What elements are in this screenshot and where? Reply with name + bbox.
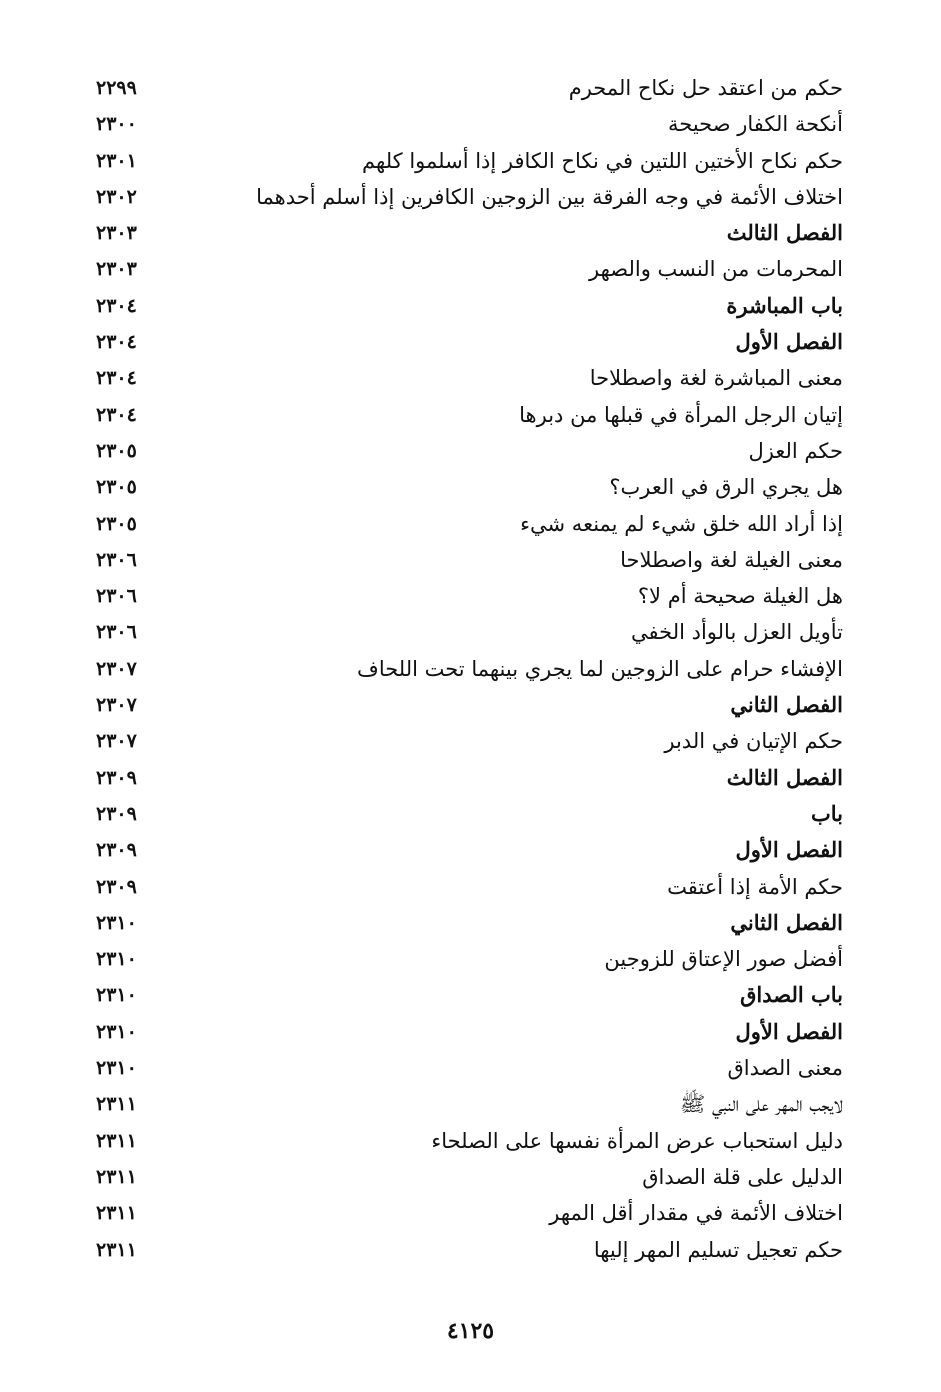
entry-title: إتيان الرجل المرأة في قبلها من دبرها: [519, 402, 843, 427]
entry-page-number: ٢٣٠٦: [96, 585, 137, 608]
entry-page-number: ٢٣١١: [96, 1129, 137, 1152]
entry-page-number: ٢٣٠٣: [96, 222, 137, 245]
entry-title: حكم تعجيل تسليم المهر إليها: [593, 1237, 843, 1262]
entry-page-number: ٢٣١١: [96, 1202, 137, 1225]
entry-page-number: ٢٣٠٩: [96, 875, 137, 898]
toc-entry: [0, 106, 941, 142]
toc-entry: [0, 905, 941, 941]
entry-page-number: ٢٣٠٠: [96, 113, 137, 136]
toc-entry: [0, 288, 941, 324]
toc-entry: [0, 796, 941, 832]
entry-page-number: ٢٣٠٧: [96, 694, 137, 717]
toc-entry: [0, 215, 941, 251]
entry-page-number: ٢٣١٠: [96, 948, 137, 971]
entry-page-number: ٢٣١٠: [96, 984, 137, 1007]
page-number-footer: ٤١٢٥: [446, 1318, 495, 1344]
entry-title: حكم نكاح الأختين اللتين في نكاح الكافر إذا أسلموا كلهم: [362, 148, 843, 173]
section-heading: الفصل الأول: [735, 837, 843, 863]
entry-title: حكم من اعتقد حل نكاح المحرم: [568, 76, 843, 100]
table-of-contents: [0, 70, 941, 1268]
section-heading: باب الصداق: [740, 982, 843, 1008]
entry-page-number: ٢٣١٠: [96, 1020, 137, 1043]
entry-page-number: ٢٣١١: [96, 1165, 137, 1188]
entry-title: دليل استحباب عرض المرأة نفسها على الصلحاء: [431, 1128, 843, 1153]
toc-entry: [0, 360, 941, 396]
entry-page-number: ٢٣٠٧: [96, 730, 137, 753]
section-heading: الفصل الأول: [735, 329, 843, 355]
entry-title: حكم العزل: [748, 438, 843, 463]
toc-entry: [0, 397, 941, 433]
toc-entry: [0, 1159, 941, 1195]
entry-page-number: ٢٣٠٩: [96, 839, 137, 862]
toc-entry: [0, 941, 941, 977]
toc-entry: [0, 687, 941, 723]
toc-entry: [0, 614, 941, 650]
entry-title: الإفشاء حرام على الزوجين لما يجري بينهما تحت اللحاف: [357, 656, 843, 681]
toc-entry: [0, 1014, 941, 1050]
toc-entry: [0, 542, 941, 578]
section-heading: الفصل الثاني: [730, 692, 843, 718]
section-heading: باب: [810, 800, 843, 826]
toc-entry: [0, 1086, 941, 1122]
toc-entry: [0, 469, 941, 505]
entry-title: المحرمات من النسب والصهر: [589, 257, 843, 282]
entry-page-number: ٢٣٠٥: [96, 512, 137, 535]
entry-title: حكم الإتيان في الدبر: [664, 729, 843, 754]
entry-page-number: ٢٣٠٧: [96, 657, 137, 680]
toc-entry: [0, 832, 941, 868]
toc-entry: [0, 1050, 941, 1086]
entry-title: أفضل صور الإعتاق للزوجين: [604, 947, 843, 972]
toc-entry: [0, 723, 941, 759]
toc-entry: [0, 324, 941, 360]
entry-title: اختلاف الأئمة في مقدار أقل المهر: [549, 1201, 843, 1226]
entry-page-number: ٢٣١١: [96, 1238, 137, 1261]
toc-entry: [0, 578, 941, 614]
section-heading: الفصل الثالث: [726, 764, 843, 790]
toc-entry: [0, 506, 941, 542]
entry-title: لايجب المهر على النبي ﷺ: [679, 1092, 843, 1117]
toc-entry: [0, 179, 941, 215]
entry-page-number: ٢٢٩٩: [96, 77, 137, 99]
entry-title: معنى الصداق: [727, 1056, 843, 1081]
entry-page-number: ٢٣٠٤: [96, 367, 137, 390]
entry-page-number: ٢٣٠٥: [96, 476, 137, 499]
entry-page-number: ٢٣٠٥: [96, 439, 137, 462]
entry-title: هل يجري الرق في العرب؟: [609, 475, 843, 500]
toc-entry: [0, 1195, 941, 1231]
entry-page-number: ٢٣٠٩: [96, 802, 137, 825]
entry-title: تأويل العزل بالوأد الخفي: [631, 620, 843, 645]
entry-title: معنى المباشرة لغة واصطلاحا: [589, 366, 843, 391]
toc-entry: [0, 760, 941, 796]
entry-page-number: ٢٣٠٤: [96, 294, 137, 317]
section-heading: الفصل الأول: [735, 1018, 843, 1044]
section-heading: الفصل الثاني: [730, 909, 843, 935]
section-heading: باب المباشرة: [726, 292, 843, 318]
toc-entry: [0, 869, 941, 905]
entry-page-number: ٢٣٠١: [96, 149, 137, 172]
toc-entry: [0, 70, 941, 106]
entry-page-number: ٢٣٠٦: [96, 621, 137, 644]
entry-title: الدليل على قلة الصداق: [642, 1164, 843, 1189]
entry-page-number: ٢٣١١: [96, 1093, 137, 1116]
toc-entry: [0, 651, 941, 687]
entry-page-number: ٢٣٠٣: [96, 258, 137, 281]
toc-entry: [0, 977, 941, 1013]
entry-page-number: ٢٣١٠: [96, 911, 137, 934]
entry-title: حكم الأمة إذا أعتقت: [667, 874, 843, 899]
entry-title: معنى الغيلة لغة واصطلاحا: [620, 547, 843, 572]
toc-entry: [0, 251, 941, 287]
toc-entry: [0, 433, 941, 469]
entry-page-number: ٢٣٠٤: [96, 403, 137, 426]
entry-page-number: ٢٣٠٦: [96, 548, 137, 571]
entry-page-number: ٢٣٠٤: [96, 331, 137, 354]
toc-entry: [0, 1123, 941, 1159]
entry-title: هل الغيلة صحيحة أم لا؟: [637, 584, 843, 609]
entry-page-number: ٢٣٠٩: [96, 766, 137, 789]
entry-page-number: ٢٣٠٢: [96, 185, 137, 208]
entry-title: إذا أراد الله خلق شيء لم يمنعه شيء: [520, 511, 843, 536]
section-heading: الفصل الثالث: [726, 220, 843, 246]
toc-entry: [0, 143, 941, 179]
toc-entry: [0, 1232, 941, 1268]
entry-page-number: ٢٣١٠: [96, 1057, 137, 1080]
entry-title: أنكحة الكفار صحيحة: [668, 112, 843, 137]
entry-title: اختلاف الأئمة في وجه الفرقة بين الزوجين الكافرين إذا أسلم أحدهما: [256, 184, 843, 209]
